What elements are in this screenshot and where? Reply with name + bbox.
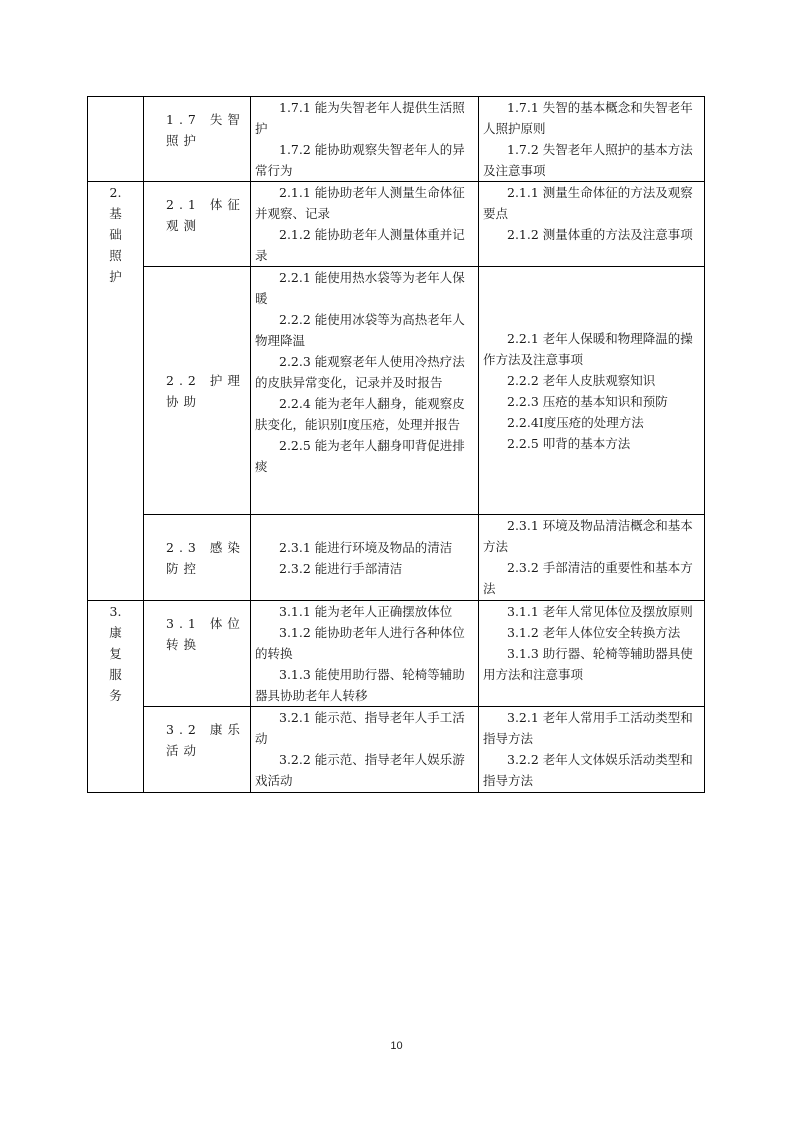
skill-item: 1.7.1 能为失智老年人提供生活照护 xyxy=(255,100,465,136)
sub-item-label: 2.2 护理协助 xyxy=(166,372,245,409)
category-char: 务 xyxy=(109,688,122,703)
category-char: 护 xyxy=(109,269,122,284)
category-char: 复 xyxy=(109,646,122,661)
knowledge-item: 3.1.1 老年人常见体位及摆放原则 xyxy=(507,604,693,619)
knowledge-requirements-cell xyxy=(479,707,705,793)
sub-item-label: 2.1 体征观测 xyxy=(166,197,245,233)
sub-item-label: 3.1 体位转换 xyxy=(166,616,245,652)
skill-item: 3.2.2 能示范、指导老年人娱乐游戏活动 xyxy=(255,752,465,788)
category-number: 2. xyxy=(109,185,122,200)
table-row xyxy=(88,97,705,182)
category-char: 服 xyxy=(109,667,122,682)
knowledge-item: 3.2.1 老年人常用手工活动类型和指导方法 xyxy=(483,710,693,746)
sub-item-cell xyxy=(144,182,251,267)
knowledge-item: 1.7.1 失智的基本概念和失智老年人照护原则 xyxy=(483,100,693,136)
skill-item: 2.2.2 能使用冰袋等为高热老年人物理降温 xyxy=(255,312,465,348)
knowledge-item: 2.3.1 环境及物品清洁概念和基本方法 xyxy=(483,518,693,554)
skill-item: 1.7.2 能协助观察失智老年人的异常行为 xyxy=(255,142,465,178)
skill-item: 3.1.1 能为老年人正确摆放体位 xyxy=(279,604,453,619)
skill-requirements-cell xyxy=(251,601,479,707)
skill-item: 2.3.1 能进行环境及物品的清洁 xyxy=(279,539,453,555)
sub-item-cell xyxy=(144,601,251,707)
table-row xyxy=(88,707,705,793)
skill-requirements-cell xyxy=(251,707,479,793)
knowledge-item: 3.2.2 老年人文体娱乐活动类型和指导方法 xyxy=(483,752,693,788)
sub-item-cell xyxy=(144,515,251,601)
knowledge-requirements-cell xyxy=(479,182,705,267)
knowledge-item: 2.2.4Ⅰ度压疮的处理方法 xyxy=(507,414,644,430)
skill-requirements-cell xyxy=(251,267,479,515)
category-char: 康 xyxy=(109,625,122,640)
sub-item-label: 1.7 失智照护 xyxy=(166,112,245,148)
knowledge-item: 2.2.2 老年人皮肤观察知识 xyxy=(507,372,656,388)
skill-item: 2.1.1 能协助老年人测量生命体征并观察、记录 xyxy=(255,185,465,221)
occupational-standard-table xyxy=(87,96,705,793)
skill-item: 2.2.1 能使用热水袋等为老年人保暖 xyxy=(255,270,465,306)
knowledge-item: 3.1.3 助行器、轮椅等辅助器具使用方法和注意事项 xyxy=(483,646,693,682)
knowledge-requirements-cell xyxy=(479,267,705,515)
skill-requirements-cell xyxy=(251,515,479,601)
category-cell-empty xyxy=(88,97,144,182)
knowledge-item: 3.1.2 老年人体位安全转换方法 xyxy=(507,625,681,640)
knowledge-requirements-cell xyxy=(479,515,705,601)
category-number: 3. xyxy=(109,604,122,619)
category-cell xyxy=(88,182,144,601)
knowledge-item: 2.2.3 压疮的基本知识和预防 xyxy=(507,393,668,409)
skill-item: 2.2.5 能为老年人翻身叩背促进排痰 xyxy=(255,438,465,474)
sub-item-label: 3.2 康乐活动 xyxy=(166,722,245,758)
sub-item-cell xyxy=(144,707,251,793)
knowledge-item: 2.1.2 测量体重的方法及注意事项 xyxy=(507,227,693,242)
knowledge-item: 2.2.5 叩背的基本方法 xyxy=(507,435,631,451)
skill-requirements-cell xyxy=(251,182,479,267)
skill-item: 2.3.2 能进行手部清洁 xyxy=(279,560,403,576)
knowledge-item: 2.1.1 测量生命体征的方法及观察要点 xyxy=(483,185,693,221)
category-char: 照 xyxy=(109,248,122,263)
knowledge-item: 2.3.2 手部清洁的重要性和基本方法 xyxy=(483,560,693,596)
skill-item: 3.1.3 能使用助行器、轮椅等辅助器具协助老年人转移 xyxy=(255,667,465,703)
category-char: 础 xyxy=(109,227,122,242)
table-row xyxy=(88,267,705,515)
table-row xyxy=(88,601,705,707)
sub-item-cell xyxy=(144,267,251,515)
category-char: 基 xyxy=(109,206,122,221)
knowledge-requirements-cell xyxy=(479,601,705,707)
knowledge-requirements-cell xyxy=(479,97,705,182)
page-number: 10 xyxy=(390,1040,403,1052)
category-cell xyxy=(88,601,144,793)
knowledge-item: 1.7.2 失智老年人照护的基本方法及注意事项 xyxy=(483,142,693,178)
skill-item: 3.2.1 能示范、指导老年人手工活动 xyxy=(255,710,465,746)
table-row xyxy=(88,182,705,267)
skill-item: 2.2.3 能观察老年人使用冷热疗法的皮肤异常变化，记录并及时报告 xyxy=(255,354,465,390)
skill-item: 3.1.2 能协助老年人进行各种体位的转换 xyxy=(255,625,465,661)
skill-item: 2.1.2 能协助老年人测量体重并记录 xyxy=(255,227,465,263)
sub-item-label: 2.3 感染防控 xyxy=(166,539,245,576)
table-row xyxy=(88,515,705,601)
skill-item: 2.2.4 能为老年人翻身，能观察皮肤变化，能识别Ⅰ度压疮，处理并报告 xyxy=(255,396,465,432)
skill-requirements-cell xyxy=(251,97,479,182)
knowledge-item: 2.2.1 老年人保暖和物理降温的操作方法及注意事项 xyxy=(483,330,693,367)
sub-item-cell xyxy=(144,97,251,182)
